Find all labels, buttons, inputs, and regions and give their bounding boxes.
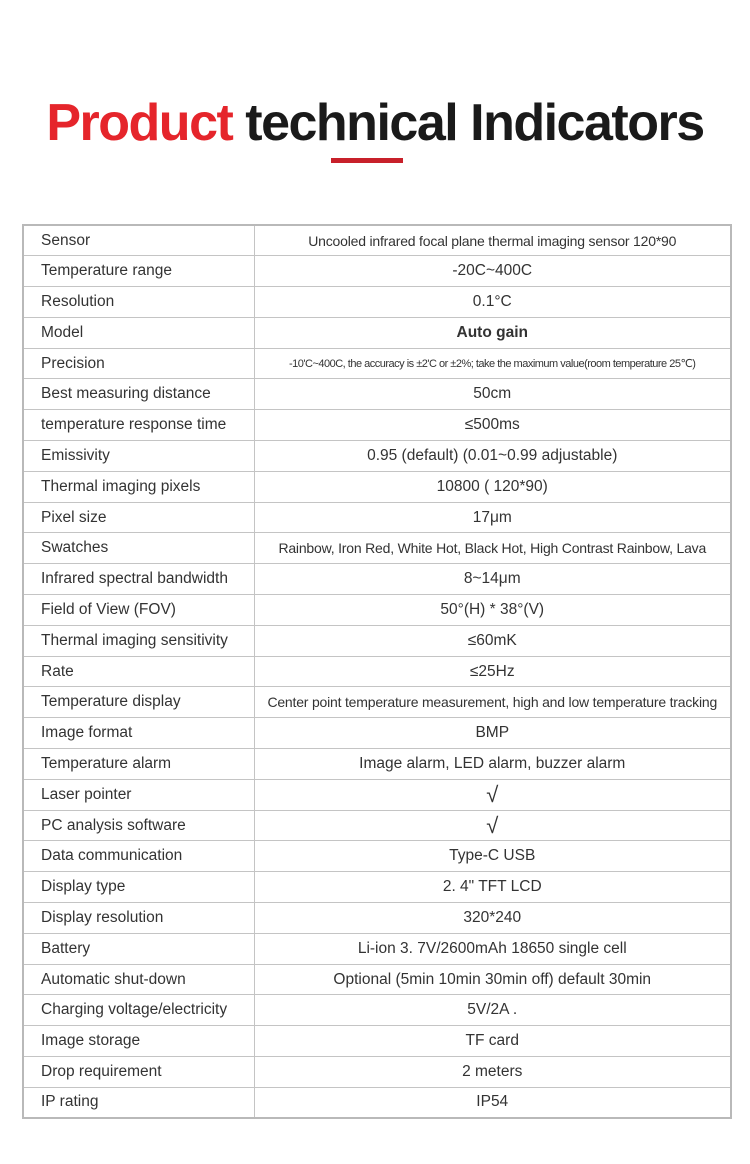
spec-value: 2 meters [254, 1057, 731, 1088]
spec-value: 10800 ( 120*90) [254, 471, 731, 502]
spec-row-ip-rating [23, 1087, 731, 1118]
spec-row-thermal-sensitivity [23, 625, 731, 656]
spec-row-laser-pointer [23, 779, 731, 810]
spec-value: 0.95 (default) (0.01~0.99 adjustable) [254, 441, 731, 472]
spec-label: Rate [23, 656, 254, 687]
spec-value: 0.1°C [254, 287, 731, 318]
spec-label: Resolution [23, 287, 254, 318]
page-title [0, 91, 750, 155]
checkmark-icon: √ [254, 779, 731, 810]
spec-value: Optional (5min 10min 30min off) default 30min [254, 964, 731, 995]
spec-table [22, 224, 732, 1119]
spec-row-display-resolution [23, 903, 731, 934]
spec-row-pixel-size [23, 502, 731, 533]
spec-label: Charging voltage/electricity [23, 995, 254, 1026]
spec-value: 5V/2A . [254, 995, 731, 1026]
spec-row-best-measuring-distance [23, 379, 731, 410]
spec-row-temperature-display [23, 687, 731, 718]
spec-value: Rainbow, Iron Red, White Hot, Black Hot, High Contrast Rainbow, Lava [254, 533, 731, 564]
spec-value: -20C~400C [254, 256, 731, 287]
spec-row-image-storage [23, 1026, 731, 1057]
spec-value: ≤60mK [254, 625, 731, 656]
spec-label: Display type [23, 872, 254, 903]
spec-row-precision [23, 348, 731, 379]
spec-value: 50°(H) * 38°(V) [254, 595, 731, 626]
spec-value: Li-ion 3. 7V/2600mAh 18650 single cell [254, 933, 731, 964]
spec-label: Drop requirement [23, 1057, 254, 1088]
spec-label: Field of View (FOV) [23, 595, 254, 626]
spec-row-temperature-range [23, 256, 731, 287]
spec-row-model [23, 317, 731, 348]
spec-value: Uncooled infrared focal plane thermal imaging sensor 120*90 [254, 225, 731, 256]
spec-value: Auto gain [254, 317, 731, 348]
spec-row-drop-requirement [23, 1057, 731, 1088]
spec-row-rate [23, 656, 731, 687]
spec-label: Display resolution [23, 903, 254, 934]
spec-value: BMP [254, 718, 731, 749]
spec-label: Best measuring distance [23, 379, 254, 410]
spec-label: IP rating [23, 1087, 254, 1118]
spec-row-temperature-alarm [23, 749, 731, 780]
spec-row-automatic-shut-down [23, 964, 731, 995]
spec-label: Battery [23, 933, 254, 964]
spec-value: ≤500ms [254, 410, 731, 441]
spec-row-charging [23, 995, 731, 1026]
spec-row-pc-analysis-software [23, 810, 731, 841]
spec-row-resolution [23, 287, 731, 318]
spec-value: TF card [254, 1026, 731, 1057]
spec-value: 320*240 [254, 903, 731, 934]
spec-label: Laser pointer [23, 779, 254, 810]
spec-label: Infrared spectral bandwidth [23, 564, 254, 595]
spec-row-display-type [23, 872, 731, 903]
spec-label: Thermal imaging sensitivity [23, 625, 254, 656]
spec-value: 8~14μm [254, 564, 731, 595]
spec-label: Temperature range [23, 256, 254, 287]
checkmark-icon: √ [254, 810, 731, 841]
spec-label: Thermal imaging pixels [23, 471, 254, 502]
spec-label: Swatches [23, 533, 254, 564]
spec-label: PC analysis software [23, 810, 254, 841]
spec-label: Emissivity [23, 441, 254, 472]
spec-row-field-of-view [23, 595, 731, 626]
spec-row-battery [23, 933, 731, 964]
spec-label: Image format [23, 718, 254, 749]
spec-label: Automatic shut-down [23, 964, 254, 995]
spec-label: Temperature alarm [23, 749, 254, 780]
spec-label: Data communication [23, 841, 254, 872]
spec-label: Precision [23, 348, 254, 379]
spec-row-spectral-bandwidth [23, 564, 731, 595]
spec-value: 50cm [254, 379, 731, 410]
spec-value: 17μm [254, 502, 731, 533]
spec-row-data-communication [23, 841, 731, 872]
spec-value: 2. 4" TFT LCD [254, 872, 731, 903]
spec-label: Temperature display [23, 687, 254, 718]
spec-label: Image storage [23, 1026, 254, 1057]
spec-row-thermal-imaging-pixels [23, 471, 731, 502]
spec-label: Model [23, 317, 254, 348]
spec-value: Type-C USB [254, 841, 731, 872]
spec-value: Image alarm, LED alarm, buzzer alarm [254, 749, 731, 780]
spec-label: Sensor [23, 225, 254, 256]
title-highlight: Product [46, 93, 233, 152]
spec-label: temperature response time [23, 410, 254, 441]
spec-row-swatches [23, 533, 731, 564]
spec-row-sensor [23, 225, 731, 256]
title-rest: technical Indicators [245, 93, 704, 152]
spec-row-response-time [23, 410, 731, 441]
spec-row-image-format [23, 718, 731, 749]
spec-value: ≤25Hz [254, 656, 731, 687]
spec-value: IP54 [254, 1087, 731, 1118]
spec-row-emissivity [23, 441, 731, 472]
spec-value: -10'C~400C, the accuracy is ±2'C or ±2%; take the maximum value(room temperature 25℃) [254, 348, 731, 379]
spec-label: Pixel size [23, 502, 254, 533]
spec-value: Center point temperature measurement, high and low temperature tracking [254, 687, 731, 718]
title-divider [331, 158, 403, 163]
